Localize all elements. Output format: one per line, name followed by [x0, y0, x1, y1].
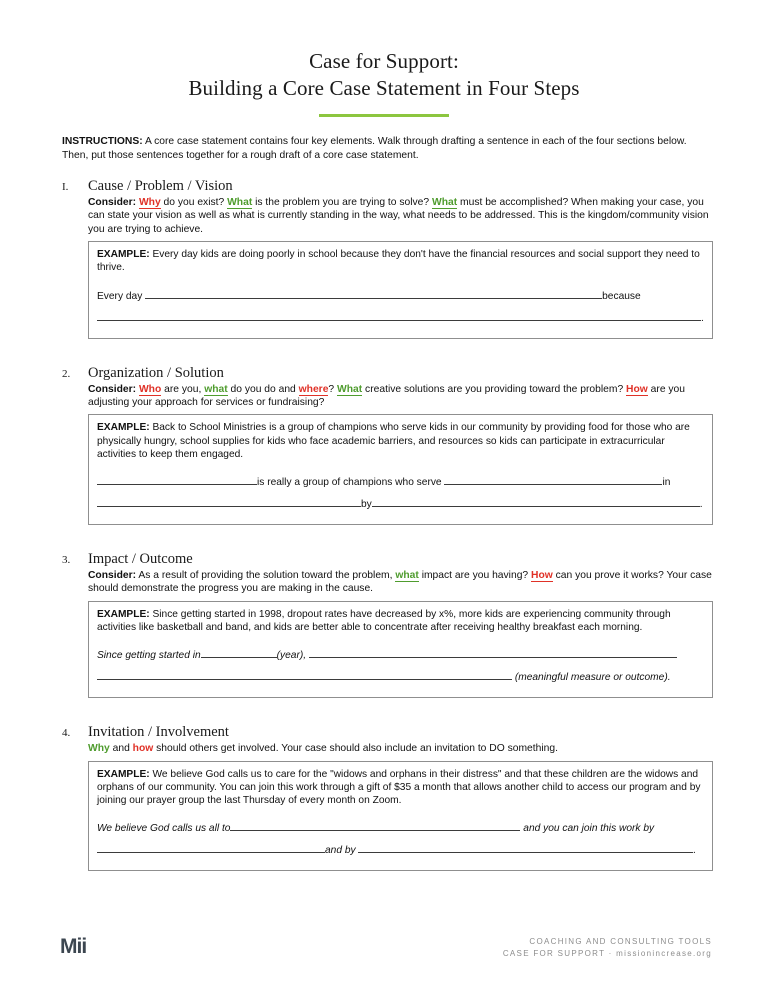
fill-suffix-1: because: [602, 290, 641, 302]
fill-period-1: .: [701, 312, 704, 324]
example-body-3: Since getting started in 1998, dropout rates have decreased by x%, more kids are experiencing community through activities like basketball and band, and kids are better able to concentrate after receiving healthy breakfast each morning.: [97, 608, 671, 634]
fill-row-4-1[interactable]: [97, 818, 704, 840]
fill-prefix-4: We believe God calls us all to: [97, 823, 231, 835]
blank-line-2-1[interactable]: [97, 474, 257, 485]
section-title-4: Invitation / Involvement: [88, 724, 229, 741]
consider-text-2e: creative solutions are you providing toward the problem?: [362, 383, 627, 395]
keyword-what-3: What: [337, 383, 363, 395]
fill-row-3-1[interactable]: [97, 645, 704, 667]
example-label-4: EXAMPLE:: [97, 768, 150, 780]
consider-label-1: Consider:: [88, 197, 137, 208]
fill-suffix-2: in: [662, 477, 671, 489]
consider-text-3a: As a result of providing the solution toward the problem,: [136, 570, 396, 582]
keyword-what-2: What: [431, 197, 458, 208]
keyword-what-lower: what: [204, 383, 228, 395]
example-body-1: Every day kids are doing poorly in school because they don't have the financial resources and social support they need to thrive.: [97, 249, 700, 274]
section-consider-4: [88, 742, 713, 755]
blank-line-3-2[interactable]: [309, 647, 677, 658]
example-label-3: EXAMPLE:: [97, 608, 150, 620]
section-title-3: Impact / Outcome: [88, 551, 193, 568]
keyword-how-3: how: [132, 743, 154, 755]
keyword-what-4: what: [395, 570, 419, 582]
section-organization-solution: [62, 365, 713, 525]
section-number-1: I.: [62, 181, 69, 193]
fill-mid-2-1: is really a group of champions who serve: [257, 477, 445, 489]
example-label-1: EXAMPLE:: [97, 249, 150, 261]
keyword-how-1: How: [626, 383, 648, 395]
document-title-line-1: Case for Support:: [309, 49, 459, 73]
fill-row-2-1[interactable]: [97, 472, 704, 494]
title-divider-rule: [319, 114, 449, 117]
section-title-1: Cause / Problem / Vision: [88, 178, 233, 194]
fill-row-4-2[interactable]: [97, 840, 704, 862]
footer-text-block: [503, 936, 712, 959]
example-box-4: [88, 761, 713, 872]
fill-in-area-1[interactable]: [97, 286, 704, 330]
title-block: [0, 0, 768, 117]
fill-suffix-4: and you can join this work by: [520, 823, 655, 835]
footer-line-2: CASE FOR SUPPORT · missionincrease.org: [502, 948, 712, 958]
consider-text-4a: and: [109, 743, 133, 755]
section-number-3: 3.: [62, 554, 71, 567]
example-body-4: We believe God calls us to care for the "widows and orphans in their distress" and that these children are the widows and orphans of our community. You can join this work through a gift of $35 a month that allows another child to access our program and by joining our prayer group the last Thursday of every month on Zoom.: [97, 768, 701, 807]
fill-row-1-2[interactable]: [97, 308, 704, 330]
example-text-3: [97, 608, 704, 634]
fill-period-2: .: [699, 499, 703, 511]
instructions-paragraph: [62, 135, 710, 162]
section-consider-2: [88, 383, 713, 410]
section-consider-3: [88, 569, 713, 596]
consider-text-2b: are you,: [161, 383, 205, 395]
consider-text-1d: must be accomplished? When making your case, you can state your vision as well as what is currently standing in the way, what needs to be addressed. This is the kingdom/community vision you are trying to achieve.: [88, 197, 709, 235]
footer-line-1: COACHING AND CONSULTING TOOLS: [529, 937, 712, 946]
keyword-who: Who: [138, 383, 162, 395]
blank-line-2-3[interactable]: [97, 496, 361, 507]
section-number-2: 2.: [62, 367, 71, 380]
example-body-2: Back to School Ministries is a group of champions who serve kids in our community by providing food for those who are physically hungry, school supplies for kids who face academic barriers, and resources so kids can participate in extracurricular activities to keep them engaged.: [97, 422, 690, 460]
consider-text-2d: ?: [328, 383, 338, 395]
blank-line-1-2[interactable]: [97, 310, 701, 321]
example-box-2: [88, 414, 713, 525]
section-number-4: 4.: [62, 727, 71, 740]
example-text-4: [97, 768, 704, 808]
section-invitation-involvement: [62, 724, 713, 871]
fill-prefix-3: Since getting started in: [97, 650, 201, 662]
blank-line-4-3[interactable]: [358, 842, 693, 853]
consider-text-2c: do you do and: [227, 383, 299, 395]
instructions-text: A core case statement contains four key elements. Walk through drafting a sentence in each of the four sections below. Then, put those sentences together for a rough draft of a core case statement.: [62, 136, 687, 161]
fill-mid-4-1: and by: [325, 845, 359, 857]
fill-mid-3-1: (year),: [276, 650, 309, 662]
keyword-where: where: [298, 383, 329, 395]
section-consider-1: [88, 196, 713, 236]
consider-text-3b: impact are you having?: [418, 570, 532, 582]
document-title-line-2: Building a Core Case Statement in Four Steps: [188, 76, 580, 100]
blank-line-3-1[interactable]: [201, 647, 277, 658]
instructions-label: INSTRUCTIONS:: [62, 136, 143, 147]
fill-in-area-2[interactable]: [97, 472, 704, 516]
blank-line-3-3[interactable]: [97, 669, 512, 680]
fill-mid-2-2: by: [361, 499, 372, 511]
fill-in-area-4[interactable]: [97, 818, 704, 862]
example-text-2: [97, 421, 704, 461]
consider-label-2: Consider:: [88, 383, 137, 395]
mission-increase-logo: Mii: [60, 935, 87, 958]
fill-row-1-1[interactable]: [97, 286, 704, 308]
blank-line-2-4[interactable]: [372, 496, 700, 507]
blank-line-4-2[interactable]: [97, 842, 325, 853]
consider-text-1b: do you exist?: [160, 197, 228, 208]
blank-line-1-1[interactable]: [145, 288, 602, 299]
consider-text-3c: can you prove it works? Your case should demonstrate the progress you are making in the cause.: [88, 570, 712, 595]
keyword-how-2: How: [531, 570, 553, 582]
example-box-3: [88, 601, 713, 698]
example-label-2: EXAMPLE:: [97, 422, 150, 434]
consider-text-2f: are you adjusting your approach for services or fundraising?: [88, 383, 686, 409]
keyword-why-2: Why: [88, 743, 110, 755]
fill-prefix-1: Every day: [97, 290, 146, 302]
fill-row-3-2[interactable]: [97, 667, 704, 689]
fill-row-2-2[interactable]: [97, 494, 704, 516]
example-box-1: [88, 241, 713, 338]
consider-text-1c: is the problem you are trying to solve?: [252, 197, 432, 208]
fill-in-area-3[interactable]: [97, 645, 704, 689]
section-cause-problem-vision: [62, 178, 713, 339]
fill-suffix-3: (meaningful measure or outcome).: [512, 672, 671, 684]
section-impact-outcome: [62, 551, 713, 698]
example-text-1: [97, 248, 704, 274]
page-footer: [0, 933, 768, 967]
blank-line-2-2[interactable]: [444, 474, 662, 485]
blank-line-4-1[interactable]: [230, 820, 520, 831]
consider-text-4b: should others get involved. Your case should also include an invitation to DO something.: [153, 743, 558, 755]
section-title-2: Organization / Solution: [88, 364, 224, 381]
keyword-why: Why: [138, 197, 161, 208]
fill-period-4: .: [693, 845, 697, 857]
keyword-what-1: What: [227, 197, 253, 208]
consider-label-3: Consider:: [88, 570, 137, 582]
